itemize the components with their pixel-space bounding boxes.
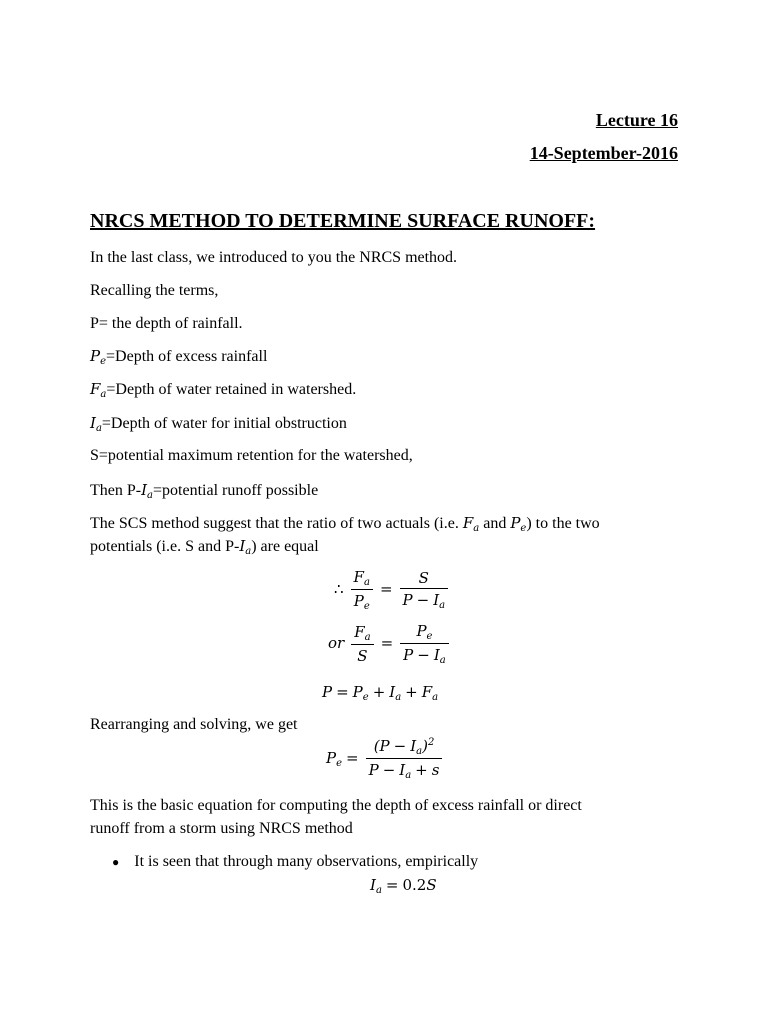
definition-fa: $F_a=Depth$ of water retained in watershed.	[90, 380, 357, 400]
definition-p: P= the depth of rainfall.	[90, 315, 243, 332]
equation-excess-rainfall: $P_e$ = $\frac{(P - I_a)^2}{P - I_a + s}$	[326, 737, 445, 781]
scs-text-line1: The SCS method suggest that the ratio of two actuals (i.e. $F_a$ and $P_e$) to the two	[90, 514, 600, 534]
equation-initial-abstraction: $I_a = 0.2S$	[370, 876, 437, 896]
definition-s: S=potential maximum retention for the watershed,	[90, 447, 413, 464]
equation-ratio-1: ∴ $\frac{F_a}{P_e}$ = $\frac{S}{P - I_a}$	[330, 568, 451, 612]
equation-balance: $P = P_e + I_a + F_a$	[322, 683, 439, 703]
rearranging-text: Rearranging and solving, we get	[90, 716, 298, 733]
equation-ratio-2: or $\frac{F_a}{S}$ = $\frac{P_e}{P - I_a}$	[328, 622, 452, 666]
lecture-number: Lecture 16	[595, 110, 678, 130]
bullet-item: ● It is seen that through many observations, empirically	[112, 853, 479, 870]
lecture-date: 14-September-2016	[529, 143, 678, 163]
bullet-icon: ●	[112, 855, 120, 869]
symbol-ia: $I_a$	[90, 414, 102, 434]
symbol-fa: $F_a$	[90, 380, 107, 400]
basic-equation-text-2: runoff from a storm using NRCS method	[90, 820, 353, 837]
definition-ia: $I_a=Depth$ of water for initial obstruction	[90, 414, 347, 434]
scs-text-line2: potentials (i.e. S and $P-I_a$) are equal	[90, 537, 319, 557]
intro-text: In the last class, we introduced to you the NRCS method.	[90, 249, 458, 266]
potential-runoff-text: Then $P-I_a=potential$ runoff possible	[90, 481, 319, 501]
definition-pe: $P_e=Depth$ of excess rainfall	[90, 347, 268, 367]
symbol-pe: $P_e$	[90, 347, 107, 367]
section-heading: NRCS METHOD TO DETERMINE SURFACE RUNOFF:	[90, 210, 596, 232]
basic-equation-text-1: This is the basic equation for computing the depth of excess rainfall or direct	[90, 797, 582, 814]
recalling-text: Recalling the terms,	[90, 282, 219, 299]
